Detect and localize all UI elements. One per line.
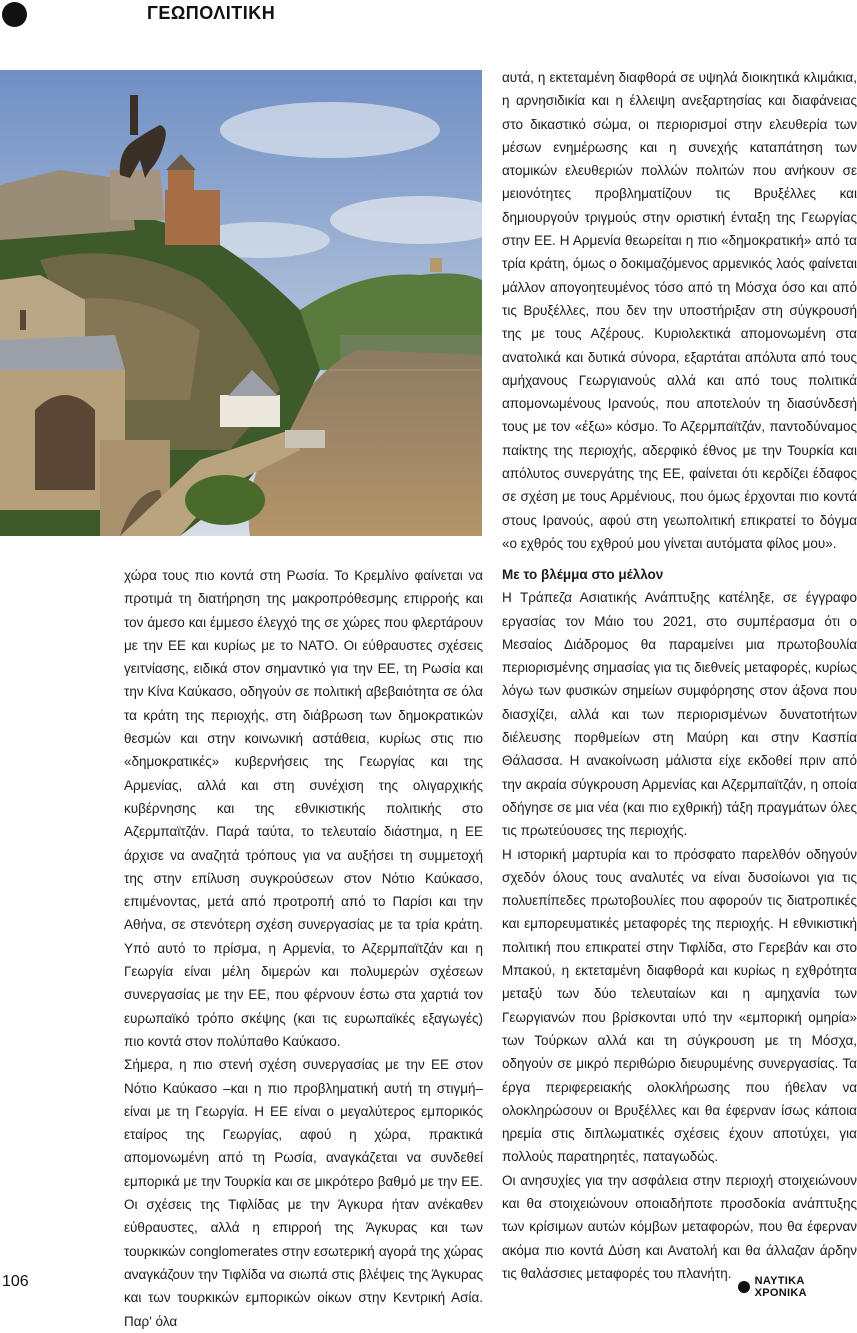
paragraph: χώρα τους πιο κοντά στη Ρωσία. Το Κρεμλίνο φαίνεται να προτιμά τη διατήρηση της μακροπρόθεσμης επιρροής και τον άμεσο και έμμεσο έλεγχό της σε χώρες που φλερτάρουν με την ΕΕ και κυρίως με το ΝΑΤΟ. Οι εύθραυστες σχέσεις γειτνίασης, ειδικά στον σημαντικό για την ΕΕ, τη Ρωσία και την Κίνα Καύκασο, οδηγούν σε πολιτική αβεβαιότητα σε όλα τα κράτη της περιοχής, στη διάβρωση των δημοκρατικών θεσμών και στην κοινωνική αστάθεια, κυρίως στις πιο «δημοκρατικές» κυβερνήσεις της Γεωργίας και της Αρμενίας, αλλά και στη συνέχιση της ολιγαρχικής κυβέρνησης και της εθνικιστικής πολιτικής στο Αζερμπαϊτζάν. Παρά ταύτα, το τελευταίο διάστημα, η ΕΕ άρχισε να αναζητά τρόπους για να αυξήσει τη συμμετοχή της στην επίλυση συγκρούσεων στον Νότιο Καύκασο, επιμένοντας, μετά από προτροπή από το Παρίσι και την Αθήνα, σε στενότερη σχέση συνεργασίας με τα τρία κράτη. Υπό αυτό το πρίσμα, η Αρμενία, το Αζερμπαϊτζάν και η Γεωργία είναι μέλη διμερών και πολυμερών σχέσεων συνεργασίας με την ΕΕ, που φέρνουν έστω στα χαρτιά τον ευρωπαϊκό τρόπο σκέψης (και τις ευρωπαϊκές εξαγωγές) πιο κοντά στον πολύπαθο Καύκασο. xyxy=(124,568,483,1049)
brand-name: ΝΑΥΤΙΚΑ ΧΡΟΝΙΚΑ xyxy=(754,1275,807,1299)
magazine-logo-icon xyxy=(2,2,27,27)
paragraph: Η Τράπεζα Ασιατικής Ανάπτυξης κατέληξε, σε έγγραφο εργασίας τον Μάιο του 2021, στο συμπέρασμα ότι ο Μεσαίος Διάδρομος θα παραμείνει μια πρωτοβουλία περιορισμένης σημασίας για τις διεθνείς μεταφορές, κυρίως λόγω των φυσικών σημείων συμφόρησης στον άξονα που διασχίζει, αλλά και των περιορισμένων δυνατοτήτων διέλευσης πορθμείων στη Μαύρη και στην Κασπία Θάλασσα. Η ανακοίνωση μάλιστα είχε εκδοθεί πριν από την ακραία σύγκρουση Αρμενίας και Αζερμπαϊτζάν, η οποία οδήγησε σε μια νέα (και πιο εχθρική) τάξη πραγμάτων όλες τις πρωτεύουσες της περιοχής. xyxy=(502,590,857,839)
paragraph: αυτά, η εκτεταμένη διαφθορά σε υψηλά διοικητικά κλιμάκια, η αρνησιδικία και η έλλειψη ανεξαρτησίας και διαφάνειας στο δικαστικό σώμα, οι περιορισμοί στην ελευθερία των μέσων ενημέρωσης και η συνεχής καταπάτηση των ατομικών ελευθεριών πολλών πολιτών που ανήκουν σε μειονότητες προβληματίζουν τις Βρυξέλλες και δημιουργούν τριγμούς στην οριστική ένταξη της Γεωργίας στην ΕΕ. Η Αρμενία θεωρείται η πιο «δημοκρατική» από τα τρία κράτη, όμως ο δοκιμαζόμενος αρμενικός λαός φαίνεται μάλλον απογοητευμένος τόσο από τη Μόσχα όσο και από τις Βρυξέλλες, που δεν την υποστήριξαν στη σύγκρουσή της με τους Αζέρους. Κυριολεκτικά απομονωμένη στα ανατολικά και δυτικά σύνορα, εξαρτάται απόλυτα από τους αμήχανους Γεωργιανούς αλλά και από τους πολιτικά απομονωμένους Ιρανούς, που αποτελούν τη διασύνδεσή τους με τον «έξω» κόσμο. Το Αζερμπαϊτζάν, παντοδύναμος παίκτης της περιοχής, αδερφικό έθνος με την Τουρκία και απόλυτος συνεργάτης της ΕΕ, φαίνεται ότι κερδίζει έδαφος σε σχέση με τους Αρμένιους, που όμως έρχονται πιο κοντά στους Ιρανούς, αφού στη γεωπολιτική επικρατεί το δόγμα «ο εχθρός του εχθρού μου γίνεται αυτόματα φίλος μου». xyxy=(502,70,857,551)
page-number: 106 xyxy=(2,1273,29,1290)
brand xyxy=(738,1275,857,1299)
paragraph: Οι ανησυχίες για την ασφάλεια στην περιοχή στοιχειώνουν και θα στοιχειώνουν οποιαδήποτε προσδοκία ανάπτυξης των κρίσιμων αυτών κόμβων μεταφορών, που θα έφερναν ακόμα πιο κοντά Δύση και Ανατολή και θα άλλαζαν άρδην τις θαλάσσιες μεταφορές του πλανήτη. xyxy=(502,1172,857,1281)
left-column xyxy=(124,564,483,1333)
right-column-bottom xyxy=(502,563,857,1285)
brand-logo-icon xyxy=(738,1281,750,1293)
paragraph: Η ιστορική μαρτυρία και το πρόσφατο παρελθόν οδηγούν σχεδόν όλους τους αναλυτές να είναι δυσοίωνοι για τις πολυεπίπεδες πρωτοβουλίες που αφορούν τις διατροπικές και εμπορευματικές μεταφορές της περιοχής. Η εθνικιστική πολιτική που επικρατεί στην Τιφλίδα, στο Γερεβάν και στο Μπακού, η εκτεταμένη διαφθορά και κυρίως η εχθρότητα μεταξύ των δύο τελευταίων και η αμηχανία των Γεωργιανών που βρίσκονται υπό την «εμπορική ομηρία» των Τούρκων αλλά και τη σύγκρουση με τη Μόσχα, οδηγούν σε μικρό περιθώριο διευρυμένης συνεργασίας. Τα έργα περιφερειακής ολοκλήρωσης που ήθελαν να ολοκληρώσουν οι Βρυξέλλες και θα έφερναν ίσως κάποια ηρεμία στις διπλωματικές σχέσεις έχουν αποτύχει, για πολλούς παρατηρητές, παταγωδώς. xyxy=(502,846,857,1165)
paragraph: Σήμερα, η πιο στενή σχέση συνεργασίας με την ΕΕ στον Νότιο Καύκασο –και η πιο προβληματική αυτή τη στιγμή– είναι με τη Γεωργία. Η ΕΕ είναι ο μεγαλύτερος εμπορικός εταίρος της Γεωργίας, αφού η χώρα, πρακτικά απομονωμένη από τη Ρωσία, αναγκάζεται να συνδεθεί εμπορικά με την Τουρκία και σε μικρότερο βαθμό με την ΕΕ. Οι σχέσεις της Τιφλίδας με την Άγκυρα ήταν ανέκαθεν εύθραυστες, αλλά η επιρροή της Άγκυρας και των τουρκικών conglomerates στην εσωτερική αγορά της χώρας αναγκάζουν την Τιφλίδα να σιωπά στις βλέψεις της Άγκυρας και των τουρκικών εμπορικών οίκων στην Κεντρική Ασία. Παρ' όλα xyxy=(124,1057,483,1329)
right-column-top xyxy=(502,66,857,555)
subheading: Με το βλέμμα στο μέλλον xyxy=(502,567,664,582)
section-title: ΓΕΩΠΟΛΙΤΙΚΗ xyxy=(147,3,276,23)
article-photo xyxy=(0,70,482,536)
